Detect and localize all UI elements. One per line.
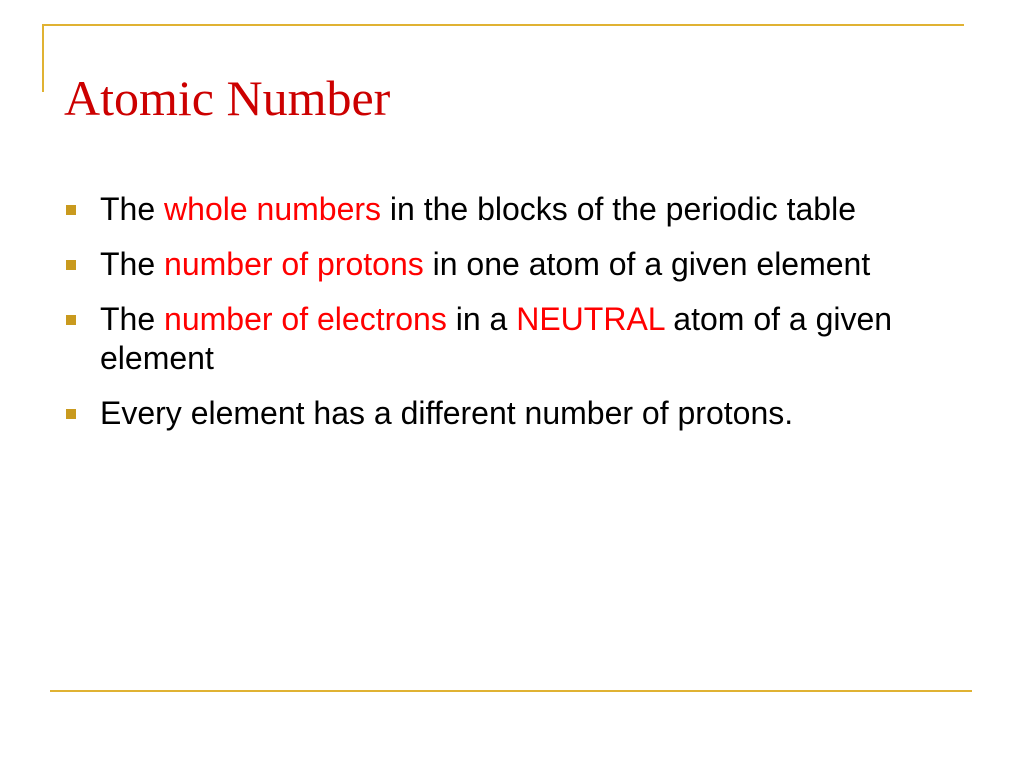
highlighted-term: NEUTRAL [516,301,665,337]
bullet-item [64,245,974,284]
square-bullet-icon [66,205,76,215]
bullet-text-segment: Every element has a different number of protons. [100,395,794,431]
square-bullet-icon [66,260,76,270]
bullet-item [64,300,974,378]
bullet-text-segment: The [100,246,165,282]
bullet-item [64,394,974,433]
slide-title: Atomic Number [64,70,391,126]
bullet-text-segment: The [100,301,165,337]
bullet-text-segment: atom of a given element [100,301,893,376]
frame-left-line [42,24,44,92]
highlighted-term: number of protons [164,246,424,282]
bullet-text-segment: in a [446,301,517,337]
highlighted-term: whole numbers [164,191,382,227]
bullet-item [64,190,974,229]
bullet-text-segment: The [100,191,165,227]
frame-bottom-line [50,690,972,692]
square-bullet-icon [66,409,76,419]
bullet-text-segment: in the blocks of the periodic table [381,191,856,227]
square-bullet-icon [66,315,76,325]
frame-top-line [42,24,964,26]
bullet-list [64,190,974,449]
bullet-text-segment: in one atom of a given element [423,246,871,282]
highlighted-term: number of electrons [164,301,447,337]
